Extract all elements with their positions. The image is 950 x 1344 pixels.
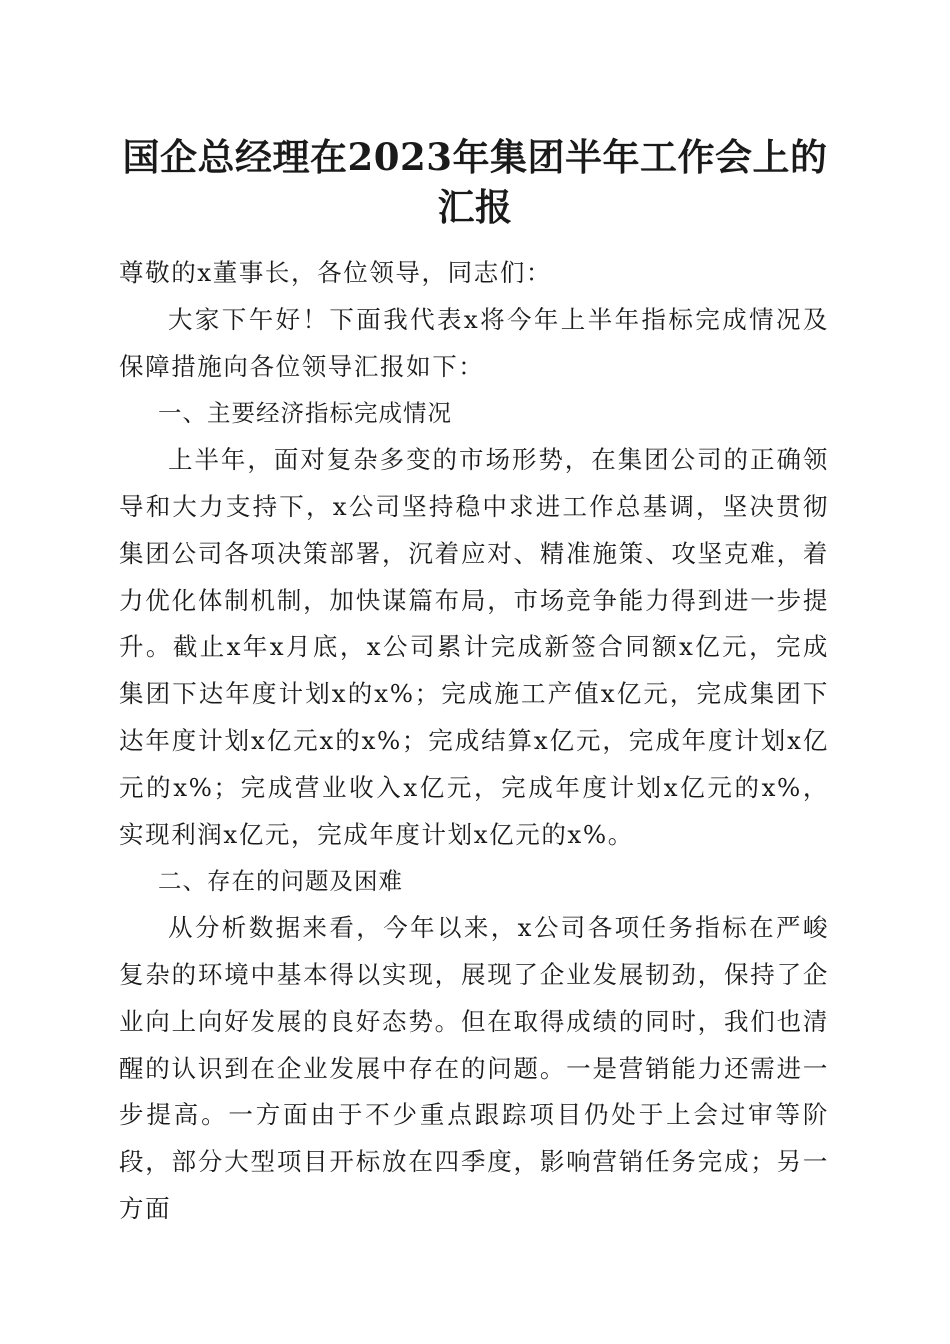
section-heading-1: 一、主要经济指标完成情况 xyxy=(158,399,452,428)
intro-paragraph: 大家下午好！下面我代表x将今年上半年指标完成情况及保障措施向各位领导汇报如下： xyxy=(119,304,829,381)
section-paragraph-1: 上半年，面对复杂多变的市场形势，在集团公司的正确领导和大力支持下，x公司坚持稳中求进工作总基调，坚决贯彻集团公司各项决策部署，沉着应对、精准施策、攻坚克难，着力优化体制机制，加快谋篇布局，市场竞争能力得到进一步提升。截止x年x月底，x公司累计完成新签合同额x亿元，完成集团下达年度计划x的x%；完成施工产值x亿元，完成集团下达年度计划x亿元x的x%；完成结算x亿元，完成年度计划x亿元的x%；完成营业收入x亿元，完成年度计划x亿元的x%，实现利润x亿元，完成年度计划x亿元的x%。 xyxy=(119,445,829,849)
section-paragraph-2: 从分析数据来看，今年以来，x公司各项任务指标在严峻复杂的环境中基本得以实现，展现了企业发展韧劲，保持了企业向上向好发展的良好态势。但在取得成绩的同时，我们也清醒的认识到在企业发展中存在的问题。一是营销能力还需进一步提高。一方面由于不少重点跟踪项目仍处于上会过审等阶段，部分大型项目开标放在四季度，影响营销任务完成；另一方面 xyxy=(119,913,829,1223)
document-body xyxy=(119,250,829,1233)
section-heading-2: 二、存在的问题及困难 xyxy=(158,867,403,896)
document-title: 国企总经理在2023年集团半年工作会上的汇报 xyxy=(122,135,828,229)
salutation: 尊敬的x董事长，各位领导，同志们： xyxy=(119,258,553,287)
